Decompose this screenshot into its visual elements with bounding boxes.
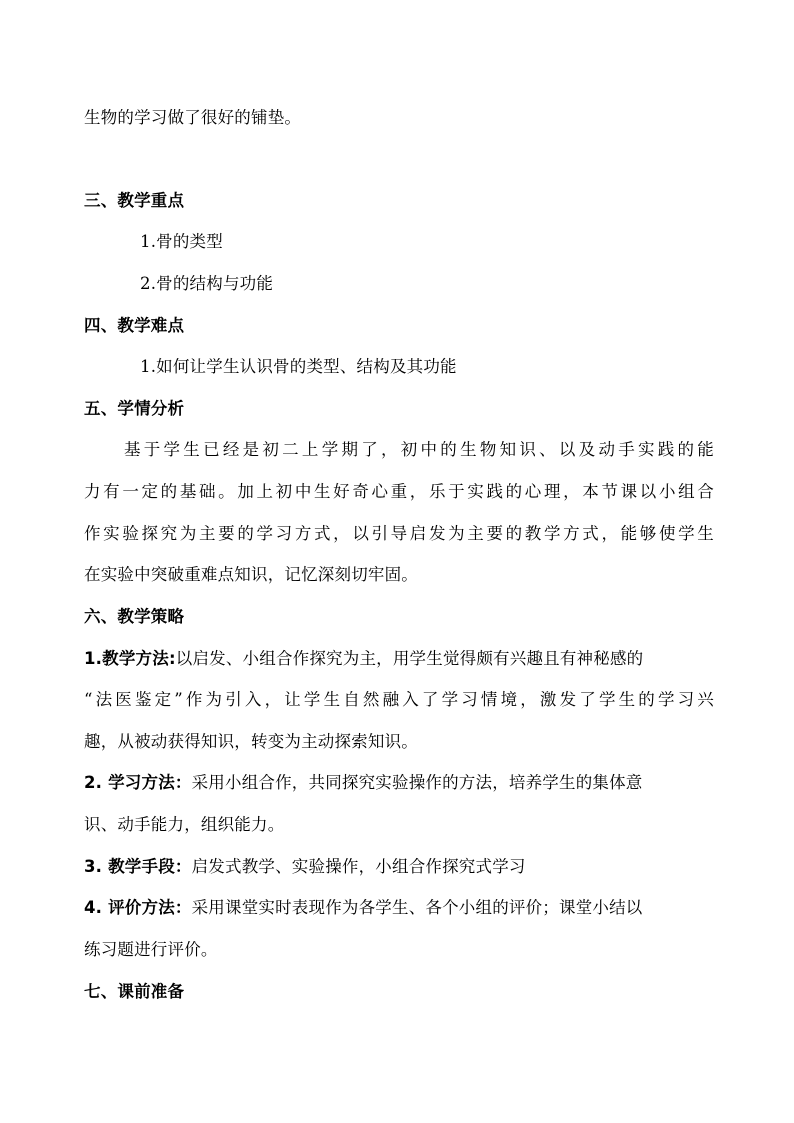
strategy-teaching-means-line	[84, 857, 714, 877]
section-heading-key-points: 三、教学重点	[84, 191, 185, 210]
student-analysis-line-2: 力有一定的基础。加上初中生好奇心重，乐于实践的心理，本节课以小组合	[84, 482, 714, 501]
teaching-means-text: 启发式教学、实验操作，小组合作探究式学习	[191, 857, 526, 876]
strategy-learning-method-line-1	[84, 773, 714, 793]
evaluation-text-1: 采用课堂实时表现作为各学生、各个小组的评价；课堂小结以	[191, 898, 643, 917]
difficulty-item-1: 1.如何让学生认识骨的类型、结构及其功能	[140, 357, 457, 376]
strategy-evaluation-line-1	[84, 898, 714, 918]
section-heading-student-analysis: 五、学情分析	[84, 399, 185, 418]
teaching-means-label: 3. 教学手段：	[84, 857, 192, 876]
intro-tail-text: 生物的学习做了很好的铺垫。	[84, 108, 302, 127]
section-heading-preparation: 七、课前准备	[84, 982, 185, 1001]
student-analysis-line-4: 在实验中突破重难点知识，记忆深刻切牢固。	[84, 565, 418, 584]
strategy-evaluation-line-2: 练习题进行评价。	[84, 940, 218, 959]
strategy-learning-method-line-2: 识、动手能力，组织能力。	[84, 815, 285, 834]
section-heading-strategy: 六、教学策略	[84, 607, 185, 626]
learning-method-label: 2. 学习方法：	[84, 773, 192, 792]
evaluation-label: 4. 评价方法：	[84, 898, 192, 917]
student-analysis-line-3: 作实验探究为主要的学习方式，以引导启发为主要的教学方式，能够使学生	[84, 524, 714, 543]
teaching-method-label: 1.教学方法:	[84, 649, 176, 668]
student-analysis-line-1: 基于学生已经是初二上学期了，初中的生物知识、以及动手实践的能	[124, 440, 714, 459]
strategy-teaching-method-line-2: “法医鉴定”作为引入，让学生自然融入了学习情境，激发了学生的学习兴	[84, 690, 714, 709]
strategy-teaching-method-line-1	[84, 649, 714, 669]
section-heading-difficulties: 四、教学难点	[84, 316, 185, 335]
key-point-item-2: 2.骨的结构与功能	[140, 274, 274, 293]
learning-method-text-1: 采用小组合作，共同探究实验操作的方法，培养学生的集体意	[191, 773, 643, 792]
strategy-teaching-method-line-3: 趣，从被动获得知识，转变为主动探索知识。	[84, 732, 418, 751]
key-point-item-1: 1.骨的类型	[140, 232, 223, 251]
teaching-method-text-1: 以启发、小组合作探究为主，用学生觉得颇有兴趣且有神秘感的	[175, 649, 644, 668]
